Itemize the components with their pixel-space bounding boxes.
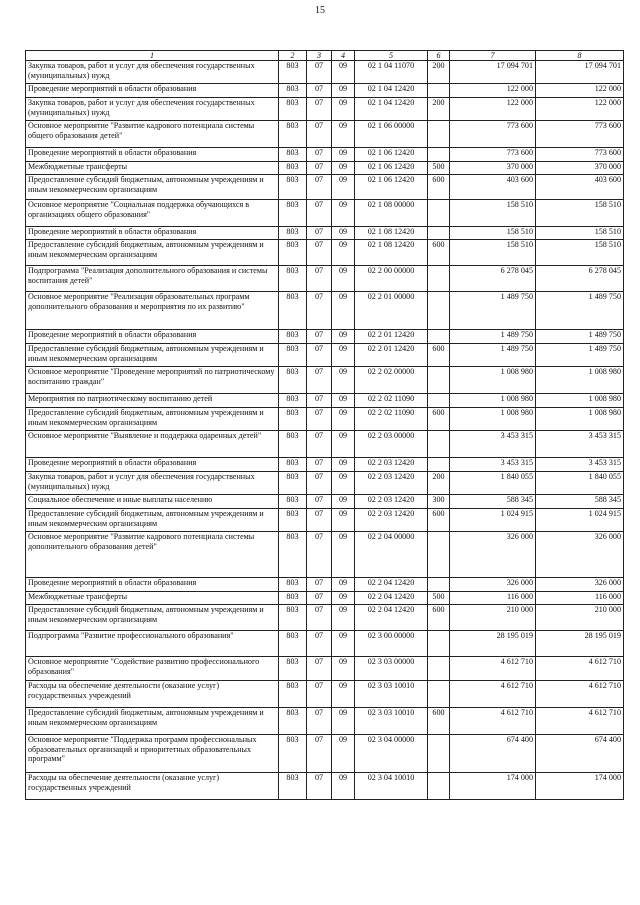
section-code: 07 [307, 592, 332, 605]
amount-year-1: 588 345 [450, 495, 536, 509]
amount-year-2: 326 000 [536, 578, 624, 592]
target-article-code: 02 1 06 12420 [355, 162, 428, 175]
amount-year-2: 1 840 055 [536, 472, 624, 495]
row-name: Предоставление субсидий бюджетным, автономным учреждениям и иным некоммерческим организациям [26, 240, 279, 266]
expense-type-code [428, 578, 450, 592]
section-code: 07 [307, 266, 332, 292]
row-name: Расходы на обеспечение деятельности (оказание услуг) государственных учреждений [26, 773, 279, 800]
amount-year-2: 158 510 [536, 227, 624, 240]
amount-year-2: 588 345 [536, 495, 624, 509]
table-row [26, 292, 624, 330]
table-row [26, 408, 624, 431]
subsection-code: 09 [332, 509, 355, 532]
amount-year-1: 28 195 019 [450, 631, 536, 657]
target-article-code: 02 2 02 11090 [355, 408, 428, 431]
admin-code: 803 [279, 708, 307, 735]
target-article-code: 02 3 03 10010 [355, 681, 428, 708]
table-row [26, 735, 624, 773]
amount-year-1: 4 612 710 [450, 681, 536, 708]
row-name: Предоставление субсидий бюджетным, автономным учреждениям и иным некоммерческим организациям [26, 605, 279, 631]
expense-type-code [428, 121, 450, 148]
row-name: Проведение мероприятий в области образования [26, 578, 279, 592]
table-row [26, 200, 624, 227]
expense-type-code [428, 148, 450, 162]
table-row [26, 175, 624, 200]
row-name: Основное мероприятие "Поддержка программ профессиональных образовательных организаций и приоритетных образовательных программ" [26, 735, 279, 773]
amount-year-2: 674 400 [536, 735, 624, 773]
admin-code: 803 [279, 367, 307, 394]
target-article-code: 02 2 01 12420 [355, 344, 428, 367]
table-row [26, 121, 624, 148]
row-name: Межбюджетные трансферты [26, 162, 279, 175]
column-header: 1 [26, 51, 279, 61]
row-name: Подпрограмма "Реализация дополнительного образования и системы воспитания детей" [26, 266, 279, 292]
amount-year-1: 326 000 [450, 532, 536, 578]
table-row [26, 148, 624, 162]
row-name: Предоставление субсидий бюджетным, автономным учреждениям и иным некоммерческим организациям [26, 408, 279, 431]
admin-code: 803 [279, 266, 307, 292]
row-name: Проведение мероприятий в области образования [26, 227, 279, 240]
admin-code: 803 [279, 84, 307, 98]
target-article-code: 02 3 00 00000 [355, 631, 428, 657]
section-code: 07 [307, 458, 332, 472]
row-name: Предоставление субсидий бюджетным, автономным учреждениям и иным некоммерческим организациям [26, 175, 279, 200]
expense-type-code: 200 [428, 472, 450, 495]
subsection-code: 09 [332, 408, 355, 431]
target-article-code: 02 2 01 12420 [355, 330, 428, 344]
subsection-code: 09 [332, 495, 355, 509]
target-article-code: 02 3 04 10010 [355, 773, 428, 800]
admin-code: 803 [279, 578, 307, 592]
subsection-code: 09 [332, 121, 355, 148]
table-row [26, 162, 624, 175]
amount-year-1: 773 600 [450, 121, 536, 148]
section-code: 07 [307, 657, 332, 681]
subsection-code: 09 [332, 148, 355, 162]
admin-code: 803 [279, 200, 307, 227]
admin-code: 803 [279, 458, 307, 472]
expense-type-code [428, 773, 450, 800]
amount-year-2: 4 612 710 [536, 681, 624, 708]
amount-year-1: 1 489 750 [450, 330, 536, 344]
table-row [26, 394, 624, 408]
amount-year-1: 17 094 701 [450, 61, 536, 84]
table-row [26, 61, 624, 84]
table-row [26, 84, 624, 98]
subsection-code: 09 [332, 344, 355, 367]
row-name: Проведение мероприятий в области образования [26, 84, 279, 98]
amount-year-2: 1 008 980 [536, 394, 624, 408]
amount-year-1: 1 024 915 [450, 509, 536, 532]
section-code: 07 [307, 605, 332, 631]
subsection-code: 09 [332, 578, 355, 592]
section-code: 07 [307, 394, 332, 408]
row-name: Подпрограмма "Развитие профессионального образования" [26, 631, 279, 657]
table-row [26, 240, 624, 266]
expense-type-code [428, 681, 450, 708]
amount-year-2: 122 000 [536, 98, 624, 121]
expense-type-code [428, 367, 450, 394]
admin-code: 803 [279, 495, 307, 509]
expense-type-code [428, 532, 450, 578]
subsection-code: 09 [332, 605, 355, 631]
column-header: 8 [536, 51, 624, 61]
amount-year-1: 158 510 [450, 200, 536, 227]
target-article-code: 02 3 03 10010 [355, 708, 428, 735]
column-header: 6 [428, 51, 450, 61]
admin-code: 803 [279, 657, 307, 681]
admin-code: 803 [279, 408, 307, 431]
section-code: 07 [307, 175, 332, 200]
expense-type-code [428, 292, 450, 330]
target-article-code: 02 2 02 00000 [355, 367, 428, 394]
subsection-code: 09 [332, 631, 355, 657]
row-name: Закупка товаров, работ и услуг для обеспечения государственных (муниципальных) нужд [26, 61, 279, 84]
subsection-code: 09 [332, 84, 355, 98]
table-row [26, 330, 624, 344]
column-header: 2 [279, 51, 307, 61]
target-article-code: 02 1 08 12420 [355, 227, 428, 240]
expense-type-code [428, 227, 450, 240]
admin-code: 803 [279, 162, 307, 175]
section-code: 07 [307, 121, 332, 148]
row-name: Предоставление субсидий бюджетным, автономным учреждениям и иным некоммерческим организациям [26, 509, 279, 532]
section-code: 07 [307, 735, 332, 773]
table-row [26, 344, 624, 367]
section-code: 07 [307, 631, 332, 657]
amount-year-1: 210 000 [450, 605, 536, 631]
row-name: Закупка товаров, работ и услуг для обеспечения государственных (муниципальных) нужд [26, 98, 279, 121]
amount-year-1: 1 489 750 [450, 292, 536, 330]
page-number: 15 [315, 5, 325, 16]
expense-type-code [428, 458, 450, 472]
table-header-row [26, 51, 624, 61]
subsection-code: 09 [332, 240, 355, 266]
section-code: 07 [307, 708, 332, 735]
admin-code: 803 [279, 344, 307, 367]
target-article-code: 02 2 02 11090 [355, 394, 428, 408]
target-article-code: 02 1 04 12420 [355, 98, 428, 121]
subsection-code: 09 [332, 592, 355, 605]
amount-year-1: 6 278 045 [450, 266, 536, 292]
amount-year-1: 326 000 [450, 578, 536, 592]
admin-code: 803 [279, 631, 307, 657]
target-article-code: 02 1 04 12420 [355, 84, 428, 98]
table-row [26, 631, 624, 657]
subsection-code: 09 [332, 458, 355, 472]
target-article-code: 02 2 03 12420 [355, 509, 428, 532]
subsection-code: 09 [332, 227, 355, 240]
admin-code: 803 [279, 532, 307, 578]
section-code: 07 [307, 162, 332, 175]
amount-year-2: 326 000 [536, 532, 624, 578]
amount-year-1: 174 000 [450, 773, 536, 800]
amount-year-2: 116 000 [536, 592, 624, 605]
target-article-code: 02 2 04 12420 [355, 578, 428, 592]
amount-year-2: 3 453 315 [536, 458, 624, 472]
table-row [26, 657, 624, 681]
table-row [26, 708, 624, 735]
section-code: 07 [307, 148, 332, 162]
target-article-code: 02 1 06 00000 [355, 121, 428, 148]
expense-type-code: 200 [428, 98, 450, 121]
target-article-code: 02 3 04 00000 [355, 735, 428, 773]
expense-type-code: 600 [428, 344, 450, 367]
expense-type-code: 600 [428, 605, 450, 631]
admin-code: 803 [279, 509, 307, 532]
section-code: 07 [307, 367, 332, 394]
amount-year-1: 3 453 315 [450, 431, 536, 458]
amount-year-1: 403 600 [450, 175, 536, 200]
section-code: 07 [307, 773, 332, 800]
subsection-code: 09 [332, 657, 355, 681]
table-row [26, 227, 624, 240]
target-article-code: 02 1 06 12420 [355, 175, 428, 200]
admin-code: 803 [279, 735, 307, 773]
table-row [26, 605, 624, 631]
expense-type-code: 500 [428, 162, 450, 175]
table-row [26, 592, 624, 605]
subsection-code: 09 [332, 175, 355, 200]
section-code: 07 [307, 330, 332, 344]
subsection-code: 09 [332, 735, 355, 773]
subsection-code: 09 [332, 532, 355, 578]
admin-code: 803 [279, 98, 307, 121]
admin-code: 803 [279, 240, 307, 266]
row-name: Предоставление субсидий бюджетным, автономным учреждениям и иным некоммерческим организациям [26, 708, 279, 735]
amount-year-2: 403 600 [536, 175, 624, 200]
table-row [26, 98, 624, 121]
admin-code: 803 [279, 592, 307, 605]
column-header: 4 [332, 51, 355, 61]
amount-year-1: 3 453 315 [450, 458, 536, 472]
amount-year-2: 174 000 [536, 773, 624, 800]
amount-year-2: 28 195 019 [536, 631, 624, 657]
table-row [26, 681, 624, 708]
target-article-code: 02 2 03 12420 [355, 458, 428, 472]
expense-type-code [428, 657, 450, 681]
expense-type-code [428, 330, 450, 344]
row-name: Основное мероприятие "Реализация образовательных программ дополнительного образования и мероприятия по их развитию" [26, 292, 279, 330]
amount-year-2: 158 510 [536, 200, 624, 227]
expense-type-code: 600 [428, 509, 450, 532]
subsection-code: 09 [332, 708, 355, 735]
table-row [26, 532, 624, 578]
amount-year-2: 773 600 [536, 148, 624, 162]
amount-year-1: 158 510 [450, 240, 536, 266]
admin-code: 803 [279, 61, 307, 84]
target-article-code: 02 1 06 12420 [355, 148, 428, 162]
section-code: 07 [307, 578, 332, 592]
target-article-code: 02 2 04 00000 [355, 532, 428, 578]
amount-year-2: 122 000 [536, 84, 624, 98]
target-article-code: 02 2 03 12420 [355, 495, 428, 509]
expense-type-code [428, 431, 450, 458]
subsection-code: 09 [332, 394, 355, 408]
subsection-code: 09 [332, 431, 355, 458]
target-article-code: 02 3 03 00000 [355, 657, 428, 681]
admin-code: 803 [279, 175, 307, 200]
table-row [26, 367, 624, 394]
column-header: 5 [355, 51, 428, 61]
expense-type-code: 600 [428, 708, 450, 735]
table-row [26, 509, 624, 532]
row-name: Расходы на обеспечение деятельности (оказание услуг) государственных учреждений [26, 681, 279, 708]
budget-table [25, 50, 624, 800]
section-code: 07 [307, 681, 332, 708]
table-row [26, 773, 624, 800]
expense-type-code: 500 [428, 592, 450, 605]
amount-year-2: 158 510 [536, 240, 624, 266]
section-code: 07 [307, 84, 332, 98]
amount-year-1: 1 008 980 [450, 367, 536, 394]
subsection-code: 09 [332, 61, 355, 84]
admin-code: 803 [279, 431, 307, 458]
admin-code: 803 [279, 605, 307, 631]
target-article-code: 02 1 04 11070 [355, 61, 428, 84]
admin-code: 803 [279, 121, 307, 148]
row-name: Основное мероприятие "Социальная поддержка обучающихся в организациях общего образования" [26, 200, 279, 227]
table-row [26, 495, 624, 509]
table-row [26, 266, 624, 292]
target-article-code: 02 2 03 12420 [355, 472, 428, 495]
amount-year-1: 4 612 710 [450, 708, 536, 735]
amount-year-2: 1 008 980 [536, 408, 624, 431]
amount-year-1: 370 000 [450, 162, 536, 175]
amount-year-1: 158 510 [450, 227, 536, 240]
section-code: 07 [307, 200, 332, 227]
amount-year-2: 370 000 [536, 162, 624, 175]
amount-year-1: 1 489 750 [450, 344, 536, 367]
row-name: Проведение мероприятий в области образования [26, 148, 279, 162]
admin-code: 803 [279, 148, 307, 162]
amount-year-2: 1 489 750 [536, 292, 624, 330]
amount-year-2: 4 612 710 [536, 657, 624, 681]
section-code: 07 [307, 227, 332, 240]
amount-year-2: 17 094 701 [536, 61, 624, 84]
row-name: Мероприятия по патриотическому воспитанию детей [26, 394, 279, 408]
amount-year-1: 4 612 710 [450, 657, 536, 681]
amount-year-2: 3 453 315 [536, 431, 624, 458]
subsection-code: 09 [332, 162, 355, 175]
expense-type-code: 600 [428, 408, 450, 431]
subsection-code: 09 [332, 98, 355, 121]
admin-code: 803 [279, 330, 307, 344]
amount-year-2: 210 000 [536, 605, 624, 631]
subsection-code: 09 [332, 681, 355, 708]
admin-code: 803 [279, 227, 307, 240]
expense-type-code: 600 [428, 175, 450, 200]
subsection-code: 09 [332, 472, 355, 495]
admin-code: 803 [279, 394, 307, 408]
expense-type-code [428, 266, 450, 292]
section-code: 07 [307, 344, 332, 367]
section-code: 07 [307, 292, 332, 330]
expense-type-code [428, 735, 450, 773]
row-name: Закупка товаров, работ и услуг для обеспечения государственных (муниципальных) нужд [26, 472, 279, 495]
amount-year-2: 1 008 980 [536, 367, 624, 394]
section-code: 07 [307, 431, 332, 458]
section-code: 07 [307, 98, 332, 121]
row-name: Основное мероприятие "Развитие кадрового потенциала системы дополнительного образования детей" [26, 532, 279, 578]
table-row [26, 431, 624, 458]
amount-year-1: 122 000 [450, 84, 536, 98]
section-code: 07 [307, 532, 332, 578]
row-name: Основное мероприятие "Содействие развитию профессионального образования" [26, 657, 279, 681]
admin-code: 803 [279, 681, 307, 708]
row-name: Основное мероприятие "Проведение мероприятий по патриотическому воспитанию граждан" [26, 367, 279, 394]
amount-year-2: 1 489 750 [536, 344, 624, 367]
row-name: Основное мероприятие "Выявление и поддержка одаренных детей" [26, 431, 279, 458]
amount-year-1: 773 600 [450, 148, 536, 162]
expense-type-code [428, 631, 450, 657]
admin-code: 803 [279, 292, 307, 330]
expense-type-code [428, 394, 450, 408]
column-header: 7 [450, 51, 536, 61]
subsection-code: 09 [332, 773, 355, 800]
target-article-code: 02 2 04 12420 [355, 605, 428, 631]
row-name: Социальное обеспечение и иные выплаты населению [26, 495, 279, 509]
section-code: 07 [307, 495, 332, 509]
target-article-code: 02 1 08 00000 [355, 200, 428, 227]
section-code: 07 [307, 61, 332, 84]
target-article-code: 02 1 08 12420 [355, 240, 428, 266]
amount-year-1: 122 000 [450, 98, 536, 121]
table-row [26, 578, 624, 592]
subsection-code: 09 [332, 200, 355, 227]
subsection-code: 09 [332, 266, 355, 292]
amount-year-1: 1 008 980 [450, 394, 536, 408]
expense-type-code: 600 [428, 240, 450, 266]
table-row [26, 458, 624, 472]
admin-code: 803 [279, 773, 307, 800]
amount-year-1: 116 000 [450, 592, 536, 605]
amount-year-2: 1 024 915 [536, 509, 624, 532]
row-name: Межбюджетные трансферты [26, 592, 279, 605]
target-article-code: 02 2 03 00000 [355, 431, 428, 458]
expense-type-code: 300 [428, 495, 450, 509]
section-code: 07 [307, 408, 332, 431]
amount-year-1: 1 840 055 [450, 472, 536, 495]
amount-year-2: 4 612 710 [536, 708, 624, 735]
expense-type-code [428, 200, 450, 227]
row-name: Предоставление субсидий бюджетным, автономным учреждениям и иным некоммерческим организациям [26, 344, 279, 367]
amount-year-1: 1 008 980 [450, 408, 536, 431]
row-name: Проведение мероприятий в области образования [26, 458, 279, 472]
admin-code: 803 [279, 472, 307, 495]
amount-year-1: 674 400 [450, 735, 536, 773]
column-header: 3 [307, 51, 332, 61]
row-name: Основное мероприятие "Развитие кадрового потенциала системы общего образования детей" [26, 121, 279, 148]
amount-year-2: 773 600 [536, 121, 624, 148]
target-article-code: 02 2 01 00000 [355, 292, 428, 330]
row-name: Проведение мероприятий в области образования [26, 330, 279, 344]
subsection-code: 09 [332, 367, 355, 394]
section-code: 07 [307, 472, 332, 495]
subsection-code: 09 [332, 292, 355, 330]
target-article-code: 02 2 00 00000 [355, 266, 428, 292]
expense-type-code: 200 [428, 61, 450, 84]
section-code: 07 [307, 509, 332, 532]
amount-year-2: 6 278 045 [536, 266, 624, 292]
expense-type-code [428, 84, 450, 98]
amount-year-2: 1 489 750 [536, 330, 624, 344]
section-code: 07 [307, 240, 332, 266]
table-row [26, 472, 624, 495]
target-article-code: 02 2 04 12420 [355, 592, 428, 605]
subsection-code: 09 [332, 330, 355, 344]
